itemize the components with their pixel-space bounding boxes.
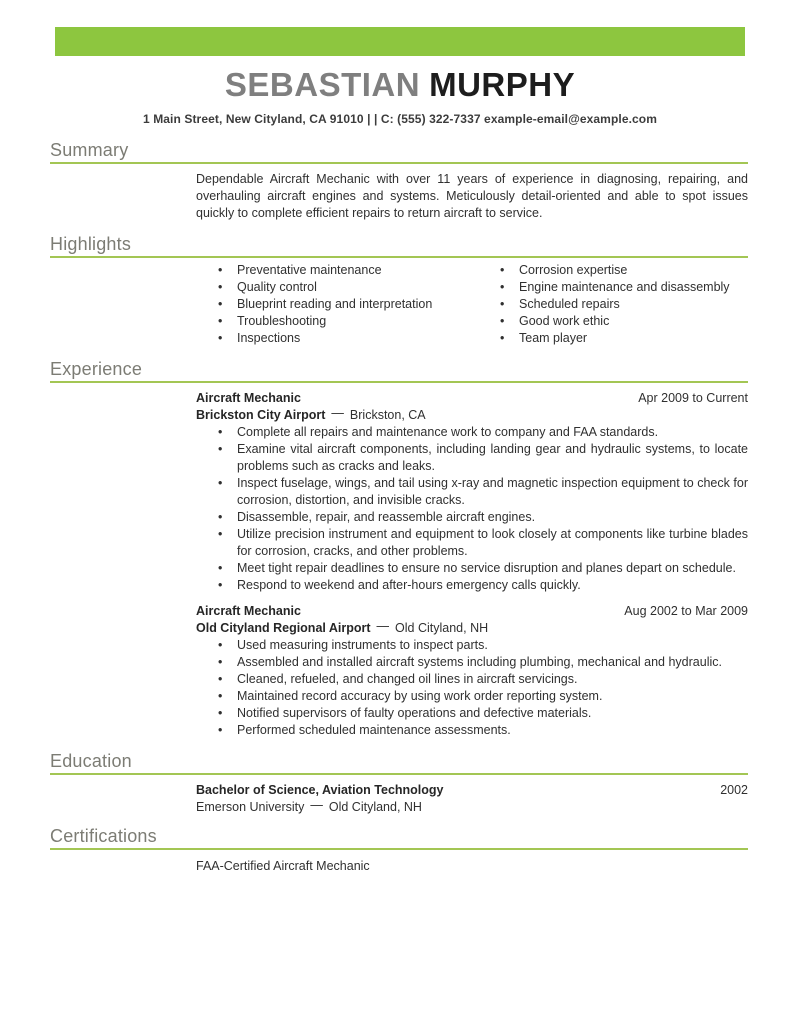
education-location: Old Cityland, NH [328, 800, 422, 814]
highlights-column-right [478, 262, 748, 347]
education-school-row [196, 799, 748, 816]
job-bullet: • Performed scheduled maintenance assessments. [196, 722, 748, 739]
job-location: Brickston, CA [349, 408, 426, 422]
job-bullet: • Maintained record accuracy by using work order reporting system. [196, 688, 748, 705]
highlight-item: • Inspections [196, 330, 478, 347]
dash-separator: — [376, 619, 390, 633]
summary-text: Dependable Aircraft Mechanic with over 11 years of experience in diagnosing, repairing, and overhauling aircraft engines and systems. Meticulously detail-oriented and able to spot issues quickly to complete efficient repairs to return aircraft to service. [196, 172, 748, 220]
job-bullet: • Complete all repairs and maintenance work to company and FAA standards. [196, 424, 748, 441]
section-summary-head [50, 140, 748, 164]
job-role: Aircraft Mechanic [196, 391, 301, 405]
section-title-certifications: Certifications [50, 826, 157, 846]
job-bullet: • Inspect fuselage, wings, and tail using x-ray and magnetic inspection equipment to check for corrosion, distortion, and invisible cracks. [196, 475, 748, 509]
section-certifications-head [50, 826, 748, 850]
section-education-body [196, 782, 748, 816]
highlights-column-left [196, 262, 478, 347]
job-title-row [196, 390, 748, 407]
job-title-row [196, 603, 748, 620]
candidate-name [0, 66, 800, 104]
job-bullet: • Examine vital aircraft components, including landing gear and hydraulic systems, to locate problems such as cracks and leaks. [196, 441, 748, 475]
header-accent-bar [55, 27, 745, 56]
certification-item: FAA-Certified Aircraft Mechanic [196, 859, 370, 873]
section-title-highlights: Highlights [50, 234, 132, 254]
section-title-education: Education [50, 751, 132, 771]
candidate-last-name: MURPHY [429, 66, 576, 103]
section-title-summary: Summary [50, 140, 129, 160]
highlight-item: • Good work ethic [478, 313, 748, 330]
section-title-experience: Experience [50, 359, 143, 379]
section-education-head [50, 751, 748, 775]
job-company-row [196, 620, 748, 637]
section-experience-head [50, 359, 748, 383]
section-summary-body [196, 171, 748, 222]
job-bullet: • Notified supervisors of faulty operations and defective materials. [196, 705, 748, 722]
job-bullet: • Meet tight repair deadlines to ensure no service disruption and planes depart on schedule. [196, 560, 748, 577]
highlight-item: • Troubleshooting [196, 313, 478, 330]
contact-line: 1 Main Street, New Cityland, CA 91010 | | C: (555) 322-7337 example-email@example.com [142, 112, 658, 126]
highlight-item: • Team player [478, 330, 748, 347]
highlight-item: • Blueprint reading and interpretation [196, 296, 478, 313]
job-bullet: • Disassemble, repair, and reassemble aircraft engines. [196, 509, 748, 526]
dash-separator: — [310, 798, 323, 812]
dash-separator: — [331, 406, 344, 420]
job-location: Old Cityland, NH [395, 621, 489, 635]
education-year: 2002 [720, 783, 748, 797]
education-degree-row [196, 782, 748, 799]
section-highlights-head [50, 234, 748, 258]
highlights-list-right [478, 262, 748, 347]
job-company: Brickston City Airport [196, 408, 326, 422]
job-bullet: • Respond to weekend and after-hours emergency calls quickly. [196, 577, 748, 594]
highlight-item: • Scheduled repairs [478, 296, 748, 313]
job-bullet: • Used measuring instruments to inspect parts. [196, 637, 748, 654]
highlight-item: • Preventative maintenance [196, 262, 478, 279]
education-school: Emerson University [196, 800, 305, 814]
job-bullet-list [196, 424, 748, 594]
job-dates: Aug 2002 to Mar 2009 [624, 604, 748, 618]
education-entry [196, 782, 748, 816]
resume-content [0, 140, 800, 875]
highlight-item: • Quality control [196, 279, 478, 296]
job-role: Aircraft Mechanic [196, 604, 301, 618]
job-bullet: • Assembled and installed aircraft systems including plumbing, mechanical and hydraulic. [196, 654, 748, 671]
candidate-first-name: SEBASTIAN [224, 66, 421, 103]
education-degree: Bachelor of Science, Aviation Technology [196, 783, 444, 797]
experience-job-2 [196, 603, 748, 739]
section-highlights-body [196, 262, 748, 347]
job-dates: Apr 2009 to Current [638, 391, 748, 405]
highlights-list-left [196, 262, 478, 347]
job-company: Old Cityland Regional Airport [196, 621, 371, 635]
section-certifications-body [196, 858, 748, 875]
job-bullet-list [196, 637, 748, 739]
highlights-columns [196, 262, 748, 347]
highlight-item: • Engine maintenance and disassembly [478, 279, 748, 296]
job-bullet: • Utilize precision instrument and equipment to look closely at components like turbine blades for corrosion, cracks, and other problems. [196, 526, 748, 560]
highlight-item: • Corrosion expertise [478, 262, 748, 279]
section-experience-body [196, 390, 748, 739]
job-company-row [196, 407, 748, 424]
job-bullet: • Cleaned, refueled, and changed oil lines in aircraft servicings. [196, 671, 748, 688]
experience-job-1 [196, 390, 748, 594]
